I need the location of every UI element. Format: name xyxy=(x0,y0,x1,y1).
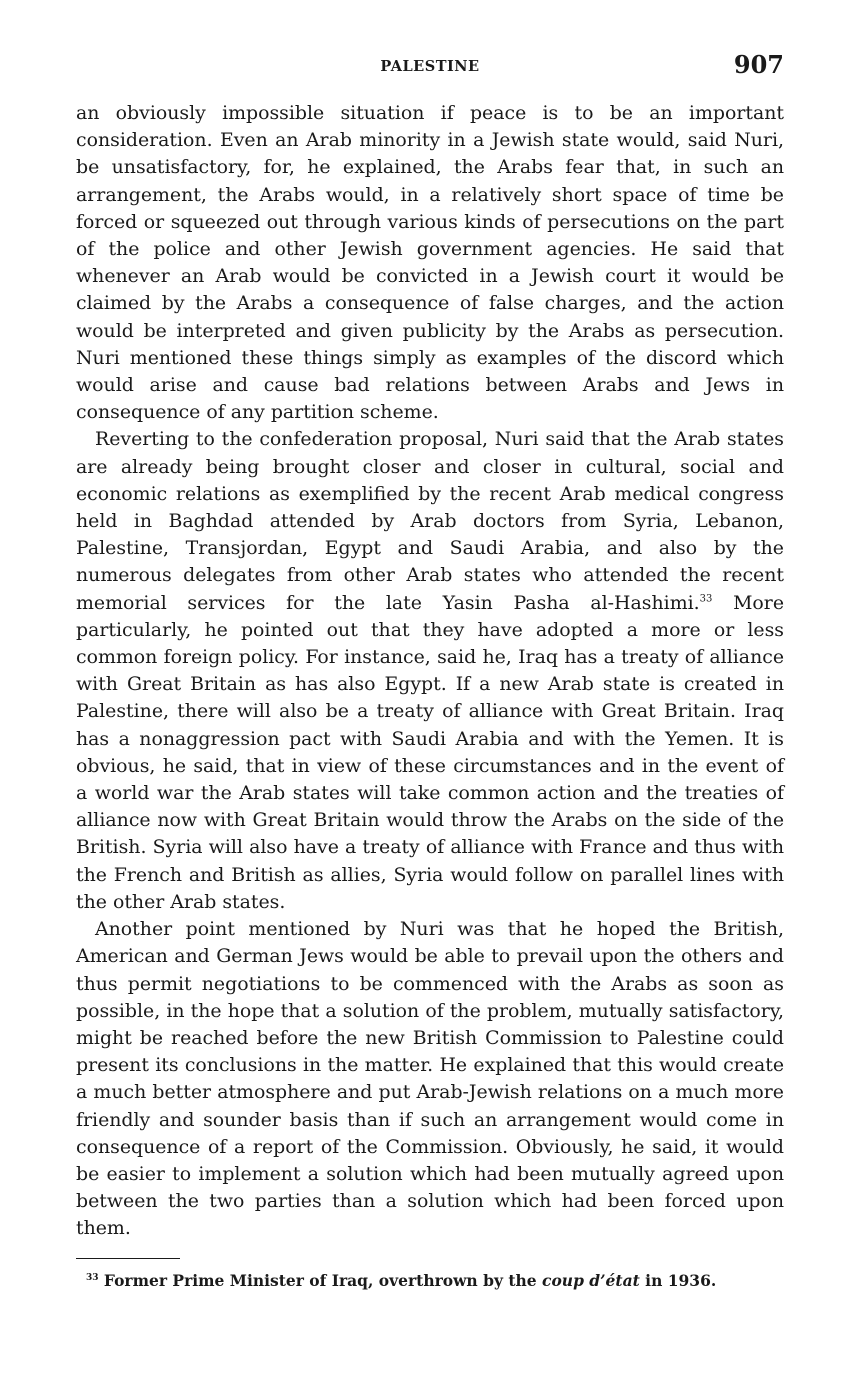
paragraph-1-text: an obviously impossible situation if peace is to be an important consideration. Even an Arab minority in a Jewish state would, said Nuri, be unsatisfactory, for, he explained, the Arabs fear that, in such an arrangement, the Arabs would, in a relatively short space of time be forced or squeezed out through various kinds of persecutions on the part of the police and other Jewish government agencies. He said that whenever an Arab would be convicted in a Jewish court it would be claimed by the Arabs a consequence of false charges, and the action would be interpreted and given publicity by the Arabs as persecution. Nuri mentioned these things simply as examples of the discord which would arise and cause bad relations between Arabs and Jews in consequence of any partition scheme. xyxy=(76,102,784,424)
footnote-text-start: Former Prime Minister of Iraq, overthrown by the xyxy=(98,1270,543,1290)
book-page xyxy=(76,50,784,1291)
footnote-divider xyxy=(76,1258,180,1259)
paragraph-2-text-start: Reverting to the confederation proposal, Nuri said that the Arab states are already being brought closer and closer in cultural, social and economic relations as exemplified by the recent Arab medical congress held in Baghdad attended by Arab doctors from Syria, Lebanon, Palestine, Transjordan, Egypt and Saudi Arabia, and also by the numerous delegates from other Arab states who attended the recent memorial services for the late Yasin Pasha al-Hashimi. xyxy=(76,428,784,614)
running-head: PALESTINE xyxy=(380,58,480,75)
footnote-number: 33 xyxy=(86,1272,99,1283)
footnote xyxy=(76,1271,784,1291)
paragraph-2 xyxy=(76,426,784,916)
paragraph-3 xyxy=(76,916,784,1242)
footnote-text-end: in 1936. xyxy=(639,1270,717,1290)
body-text xyxy=(76,100,784,1243)
page-number: 907 xyxy=(733,50,784,79)
footnote-italic-phrase: coup d’état xyxy=(542,1270,640,1290)
paragraph-3-text: Another point mentioned by Nuri was that he hoped the British, American and German Jews would be able to prevail upon the others and thus permit negotiations to be commenced with the Arabs as soon as possible, in the hope that a solution of the problem, mutually satisfactory, might be reached before the new British Commission to Palestine could present its conclusions in the matter. He explained that this would create a much better atmosphere and put Arab-Jewish relations on a much more friendly and sounder basis than if such an arrangement would come in consequence of a report of the Commission. Obviously, he said, it would be easier to implement a solution which had been mutually agreed upon between the two parties than a solution which had been forced upon them. xyxy=(76,918,784,1240)
footnote-reference: 33 xyxy=(699,593,713,605)
paragraph-1 xyxy=(76,100,784,426)
page-header xyxy=(76,50,784,84)
paragraph-2-text-end: More particularly, he pointed out that they have adopted a more or less common foreign policy. For instance, said he, Iraq has a treaty of alliance with Great Britain as has also Egypt. If a new Arab state is created in Palestine, there will also be a treaty of alliance with Great Britain. Iraq has a nonaggression pact with Saudi Arabia and with the Yemen. It is obvious, he said, that in view of these circumstances and in the event of a world war the Arab states will take common action and the treaties of alliance now with Great Britain would throw the Arabs on the side of the British. Syria will also have a treaty of alliance with France and thus with the French and British as allies, Syria would follow on parallel lines with the other Arab states. xyxy=(76,591,785,913)
